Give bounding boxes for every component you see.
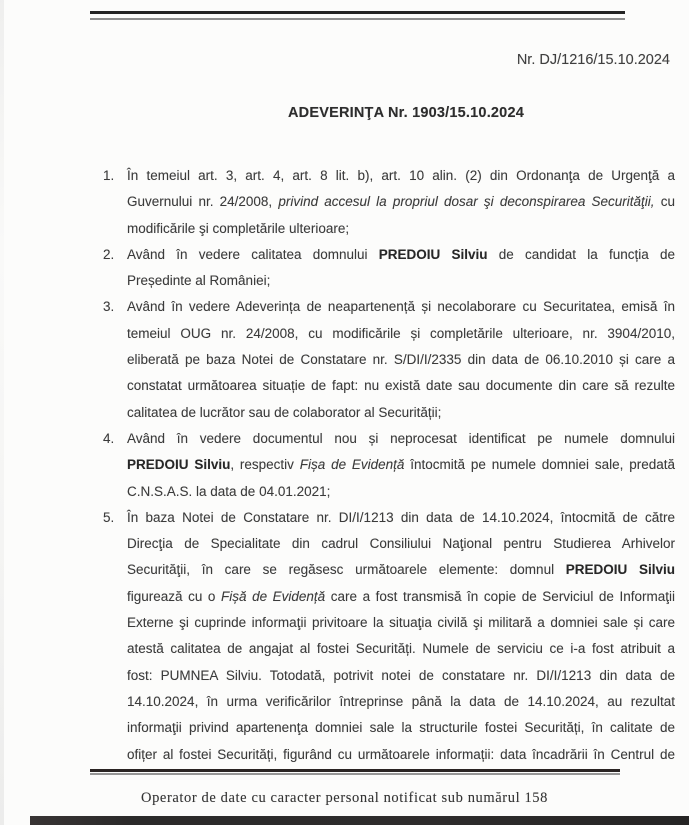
rule-gray-line xyxy=(90,773,620,775)
footer-double-rule xyxy=(90,769,620,775)
text-span: 14.10.2024, în urma verificărilor întreprinse până la data de 14.10.2024, au rezultat xyxy=(127,693,675,709)
list-line xyxy=(127,479,675,505)
text-span: informaţii privind apartenenţa domniei sale la structurile fostei Securități, în calitate de xyxy=(127,720,675,736)
text-span: C.N.S.A.S. la data de 04.01.2021; xyxy=(127,483,331,499)
list-line xyxy=(103,163,675,189)
text-span: care a fost transmisă în copie de Serviciul de Informaţii xyxy=(325,588,675,604)
list-line xyxy=(127,531,675,557)
list-line xyxy=(103,426,675,452)
list-line xyxy=(103,505,675,531)
list-item-number: 3. xyxy=(103,299,115,315)
list-line xyxy=(127,663,675,689)
list-line xyxy=(127,452,675,478)
list-line xyxy=(127,373,675,399)
text-span: Securităţii, în care se regăsesc următoarele elemente: domnul xyxy=(127,562,566,578)
text-span: , respectiv xyxy=(230,457,300,473)
text-span: Guvernului nr. 24/2008, xyxy=(127,194,279,210)
text-span: eliberată pe baza Notei de Constatare nr. S/DI/I/2335 din data de 06.10.2010 și care a xyxy=(127,352,675,368)
text-span: Președinte al României; xyxy=(127,273,271,289)
list-line xyxy=(127,400,675,426)
italic-title-span: Fișa de Evidență xyxy=(299,457,405,473)
bold-name-span: PREDOIU Silviu xyxy=(127,457,231,473)
text-span: cu xyxy=(654,194,675,210)
list-line xyxy=(127,584,675,610)
document-title: ADEVERINŢA Nr. 1903/15.10.2024 xyxy=(288,105,524,121)
list-line xyxy=(127,715,675,741)
list-line xyxy=(127,268,675,294)
list-item-number: 4. xyxy=(103,430,115,446)
list-item-number: 5. xyxy=(103,509,115,525)
italic-title-span: privind accesul la propriul dosar şi deconspirarea Securităţii, xyxy=(278,194,655,210)
registration-number: Nr. DJ/1216/15.10.2024 xyxy=(516,52,670,68)
bold-name-span: PREDOIU Silviu xyxy=(565,562,675,578)
data-operator-note: Operator de date cu caracter personal notificat sub numărul 158 xyxy=(141,790,548,806)
italic-title-span: Fișă de Evidență xyxy=(221,588,326,604)
rule-gray-line xyxy=(90,18,625,20)
text-span: Având în vedere Adeverința de neapartenență și necolaborare cu Securitatea, emisă în xyxy=(127,299,675,315)
text-span: Având în vedere calitatea domnului xyxy=(127,246,379,262)
text-span: de candidat la funcția de xyxy=(487,246,675,262)
scan-edge-artifact xyxy=(0,0,4,825)
list-line xyxy=(127,557,675,583)
list-item-number: 2. xyxy=(103,246,115,262)
text-span: În baza Notei de Constatare nr. DI/I/1213 din data de 14.10.2024, întocmită de către xyxy=(127,509,675,525)
text-span: temeiul OUG nr. 24/2008, cu modificările și completările ulterioare, nr. 3904/2010, xyxy=(127,325,675,341)
list-line xyxy=(127,610,675,636)
text-span: calitatea de lucrător sau de colaborator al Securității; xyxy=(127,404,442,420)
bold-name-span: PREDOIU Silviu xyxy=(378,246,488,262)
list-item-number: 1. xyxy=(103,168,115,183)
text-span: constatat următoarea situație de fapt: nu există date sau documente din care să rezulte xyxy=(127,378,675,394)
list-line xyxy=(127,689,675,715)
text-span: În temeiul art. 3, art. 4, art. 8 lit. b), art. 10 alin. (2) din Ordonanţa de Urgenţă a xyxy=(127,168,675,183)
scan-bottom-bar-artifact xyxy=(30,816,689,825)
list-line xyxy=(127,347,675,373)
text-span: figurează cu o xyxy=(127,588,221,604)
text-span: fost: PUMNEA Silviu. Totodată, potrivit notei de constatare nr. DI/I/1213 din data de xyxy=(127,667,675,683)
header-double-rule xyxy=(90,11,625,20)
text-span: Externe şi cuprinde informaţii privitoare la situaţia civilă şi militară a domniei sale și care xyxy=(127,615,675,631)
numbered-list xyxy=(103,163,675,768)
list-line xyxy=(103,242,675,268)
text-span: modificările şi completările ulterioare; xyxy=(127,220,350,236)
list-line xyxy=(127,216,675,242)
text-span: Având în vedere documentul nou și neprocesat identificat pe numele domnului xyxy=(127,430,675,446)
list-line xyxy=(127,636,675,662)
text-span: întocmită pe numele domniei sale, predată xyxy=(404,457,675,473)
list-line xyxy=(103,294,675,320)
text-span: ofițer al fostei Securități, figurând cu următoarele informații: data încadrării în Centrul de xyxy=(127,746,675,762)
text-span: Direcţia de Specialitate din cadrul Consiliului Naţional pentru Studierea Arhivelor xyxy=(127,536,675,552)
list-line xyxy=(127,321,675,347)
text-span: atestă calitatea de angajat al fostei Securități. Numele de serviciu ce i-a fost atribuit a xyxy=(127,641,675,657)
list-line xyxy=(127,189,675,215)
list-line xyxy=(127,742,675,768)
